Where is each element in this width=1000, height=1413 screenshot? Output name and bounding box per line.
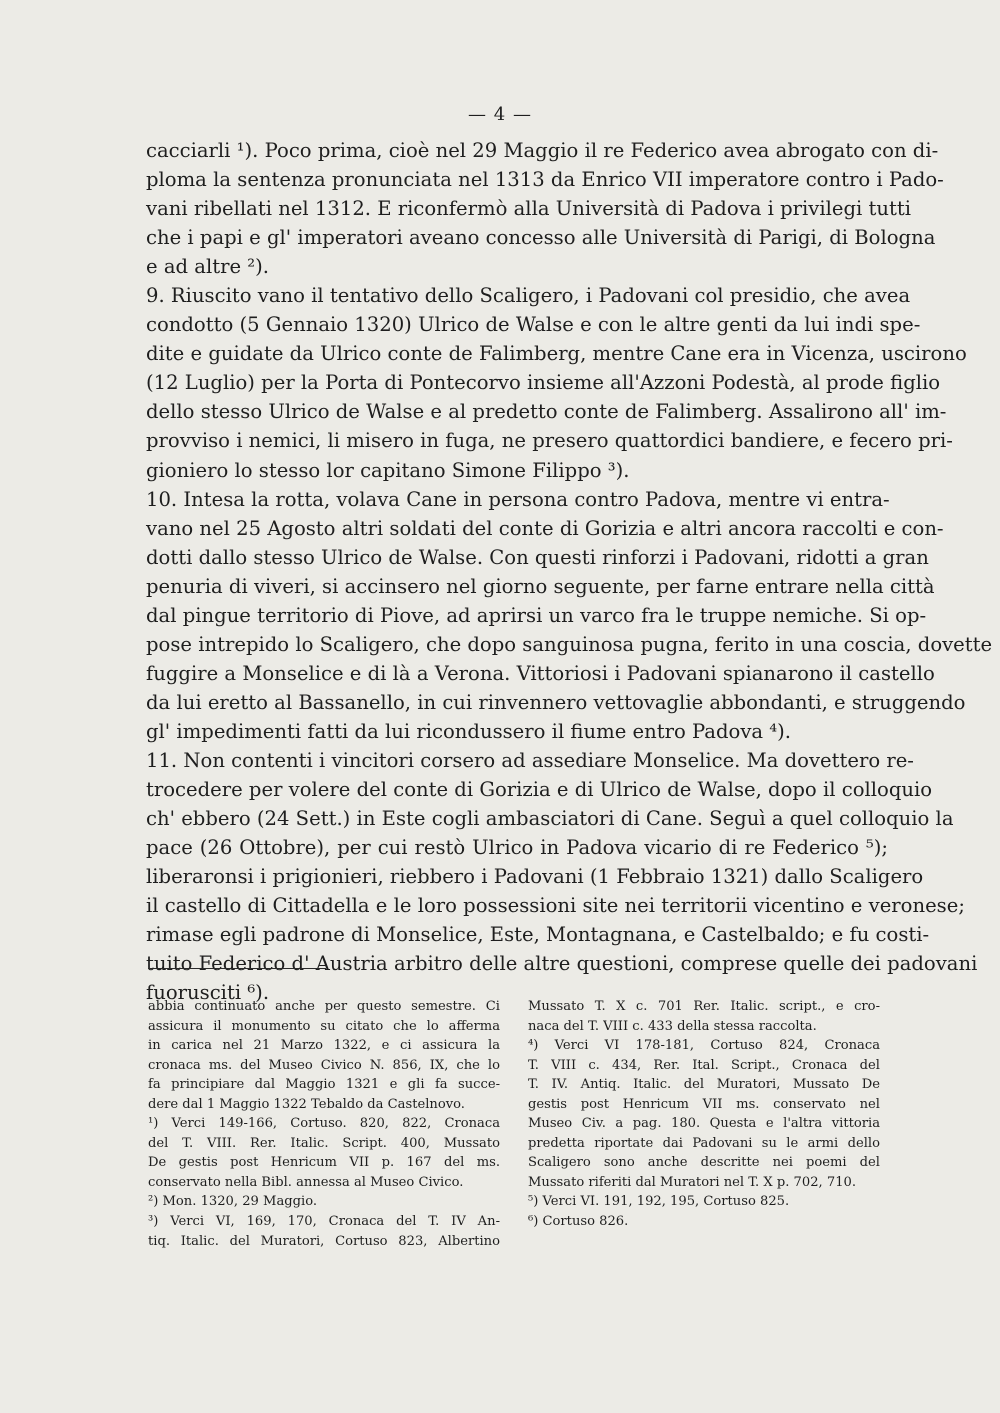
text-line: che i papi e gl' imperatori aveano concesso alle Università di Parigi, di Bologna [146, 226, 936, 250]
footnote-line: tiq. Italic. del Muratori, Cortuso 823, Albertino [148, 1233, 500, 1249]
footnote-line: Mussato T. X c. 701 Rer. Italic. script., e cro- [528, 999, 880, 1014]
text-line: cacciarli ¹). Poco prima, cioè nel 29 Maggio il re Federico avea abrogato con di- [146, 139, 939, 162]
text-line: pace (26 Ottobre), per cui restò Ulrico in Padova vicario di re Federico ⁵); [146, 836, 888, 860]
text-line: gioniero lo stesso lor capitano Simone Filippo ³). [146, 458, 630, 482]
footnote-line: ²) Mon. 1320, 29 Maggio. [148, 1194, 318, 1210]
footnote-line: ⁵) Verci VI. 191, 192, 195, Cortuso 825. [528, 1194, 790, 1210]
text-line: vano nel 25 Agosto altri soldati del conte di Gorizia e altri ancora raccolti e con- [146, 516, 944, 540]
text-line: (12 Luglio) per la Porta di Pontecorvo insieme all'Azzoni Podestà, al prode figlio [146, 371, 941, 395]
text-line: da lui eretto al Bassanello, in cui rinvennero vettovaglie abbondanti, e struggendo [146, 690, 966, 714]
text-line: dal pingue territorio di Piove, ad aprirsi un varco fra le truppe nemiche. Si op- [146, 603, 927, 627]
text-line: 10. Intesa la rotta, volava Cane in persona contro Padova, mentre vi entra- [146, 487, 890, 511]
footnote-line: ³) Verci VI, 169, 170, Cronaca del T. IV An- [148, 1214, 500, 1230]
text-line: 11. Non contenti i vincitori corsero ad assediare Monselice. Ma dovettero re- [146, 748, 914, 772]
footnote-line: Mussato riferiti dal Muratori nel T. X p. 702, 710. [528, 1174, 857, 1190]
footnote-line: ⁴) Verci VI 178-181, Cortuso 824, Cronaca [528, 1038, 880, 1054]
text-line: dite e guidate da Ulrico conte de Falimberg, mentre Cane era in Vicenza, uscirono [146, 342, 967, 366]
footnotes-left-column [148, 997, 500, 1251]
text-line: fuorusciti ⁶). [146, 981, 270, 1005]
text-line: dotti dallo stesso Ulrico de Walse. Con questi rinforzi i Padovani, ridotti a gran [146, 545, 929, 569]
footnote-line: del T. VIII. Rer. Italic. Script. 400, Mussato [148, 1135, 500, 1151]
text-line: 9. Riuscito vano il tentativo dello Scaligero, i Padovani col presidio, che avea [146, 284, 911, 308]
text-line: il castello di Cittadella e le loro possessioni site nei territorii vicentino e veronese; [146, 894, 965, 918]
footnote-line: ¹) Verci 149-166, Cortuso. 820, 822, Cronaca [148, 1116, 500, 1132]
footnote-line: dere dal 1 Maggio 1322 Tebaldo da Castelnovo. [148, 1096, 465, 1112]
footnote-line: predetta riportate dai Padovani su le armi dello [528, 1135, 880, 1151]
main-text [146, 136, 993, 1007]
text-line: provviso i nemici, li misero in fuga, ne presero quattordici bandiere, e fecero pri- [146, 429, 953, 453]
text-line: penuria di viveri, si accinsero nel giorno seguente, per farne entrare nella città [146, 574, 935, 598]
footnote-separator [148, 968, 326, 969]
footnote-line: gestis post Henricum VII ms. conservato nel [528, 1096, 880, 1112]
text-line: vani ribellati nel 1312. E riconfermò alla Università di Padova i privilegi tutti [146, 197, 912, 221]
text-line: rimase egli padrone di Monselice, Este, Montagnana, e Castelbaldo; e fu costi- [146, 923, 930, 947]
footnote-line: De gestis post Henricum VII p. 167 del ms. [148, 1155, 500, 1171]
footnote-line: conservato nella Bibl. annessa al Museo Civico. [148, 1174, 464, 1190]
footnotes-right-column [528, 997, 880, 1232]
footnote-line: abbia continuato anche per questo semestre. Ci [148, 999, 500, 1014]
footnote-line: fa principiare dal Maggio 1321 e gli fa succe- [148, 1077, 500, 1093]
footnote-line: ⁶) Cortuso 826. [528, 1214, 629, 1230]
text-line: fuggire a Monselice e di là a Verona. Vittoriosi i Padovani spianarono il castello [146, 661, 935, 685]
text-line: dello stesso Ulrico de Walse e al predetto conte de Falimberg. Assalirono all' im- [146, 400, 947, 424]
footnote-line: Museo Civ. a pag. 180. Questa e l'altra vittoria [528, 1116, 880, 1132]
footnote-line: naca del T. VIII c. 433 della stessa raccolta. [528, 1018, 817, 1034]
footnote-line: cronaca ms. del Museo Civico N. 856, IX, che lo [148, 1057, 500, 1073]
page-number: — 4 — [468, 104, 532, 125]
text-line: ploma la sentenza pronunciata nel 1313 da Enrico VII imperatore contro i Pado- [146, 168, 944, 192]
text-line: e ad altre ²). [146, 255, 270, 279]
text-line: tuito Federico d' Austria arbitro delle altre questioni, comprese quelle dei padovani [146, 952, 978, 976]
footnote-line: Scaligero sono anche descritte nei poemi del [528, 1155, 880, 1171]
text-line: ch' ebbero (24 Sett.) in Este cogli ambasciatori di Cane. Seguì a quel colloquio la [146, 807, 954, 831]
footnote-line: T. VIII c. 434, Rer. Ital. Script., Cronaca del [528, 1057, 880, 1073]
text-line: trocedere per volere del conte di Gorizia e di Ulrico de Walse, dopo il colloquio [146, 778, 933, 802]
text-line: pose intrepido lo Scaligero, che dopo sanguinosa pugna, ferito in una coscia, dovette [146, 632, 993, 656]
footnote-line: assicura il monumento su citato che lo afferma [148, 1018, 500, 1034]
footnote-line: in carica nel 21 Marzo 1322, e ci assicura la [148, 1038, 500, 1054]
text-line: condotto (5 Gennaio 1320) Ulrico de Walse e con le altre genti da lui indi spe- [146, 313, 921, 337]
text-line: liberaronsi i prigionieri, riebbero i Padovani (1 Febbraio 1321) dallo Scaligero [146, 865, 924, 889]
text-line: gl' impedimenti fatti da lui ricondussero il fiume entro Padova ⁴). [146, 719, 792, 743]
footnote-line: T. IV. Antiq. Italic. del Muratori, Mussato De [528, 1077, 880, 1093]
